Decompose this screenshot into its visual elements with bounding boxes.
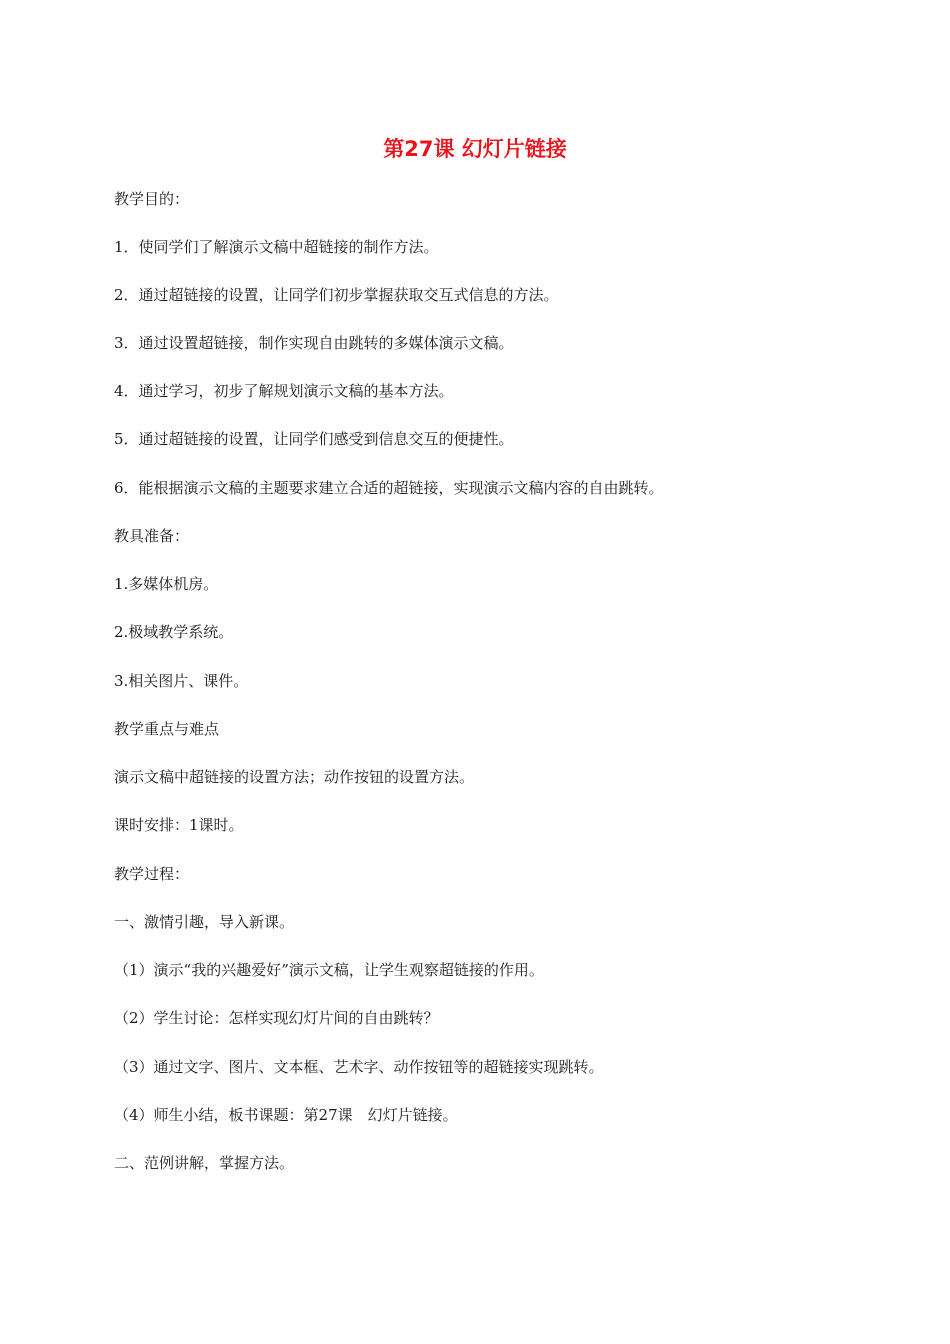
section-heading-process: 教学过程： xyxy=(114,865,190,883)
schedule-text: 课时安排：1课时。 xyxy=(114,816,244,834)
objective-item-2: 2．通过超链接的设置，让同学们初步掌握获取交互式信息的方法。 xyxy=(114,286,559,304)
process-substep-3: （3）通过文字、图片、文本框、艺术字、动作按钮等的超链接实现跳转。 xyxy=(114,1058,604,1076)
process-step-1: 一、激情引趣，导入新课。 xyxy=(114,913,295,931)
process-substep-2: （2）学生讨论：怎样实现幻灯片间的自由跳转？ xyxy=(114,1009,439,1027)
equipment-item-2: 2.极域教学系统。 xyxy=(114,623,234,641)
section-heading-key-points: 教学重点与难点 xyxy=(114,720,220,738)
process-step-2: 二、范例讲解，掌握方法。 xyxy=(114,1154,295,1172)
lesson-title: 第27课 幻灯片链接 xyxy=(383,137,567,161)
process-substep-4: （4）师生小结，板书课题：第27课 幻灯片链接。 xyxy=(114,1106,458,1124)
section-heading-equipment: 教具准备： xyxy=(114,527,190,545)
equipment-item-1: 1.多媒体机房。 xyxy=(114,575,219,593)
objective-item-1: 1．使同学们了解演示文稿中超链接的制作方法。 xyxy=(114,238,439,256)
objective-item-6: 6．能根据演示文稿的主题要求建立合适的超链接，实现演示文稿内容的自由跳转。 xyxy=(114,479,664,497)
section-heading-objectives: 教学目的： xyxy=(114,190,190,208)
objective-item-5: 5．通过超链接的设置，让同学们感受到信息交互的便捷性。 xyxy=(114,430,514,448)
objective-item-4: 4．通过学习，初步了解规划演示文稿的基本方法。 xyxy=(114,382,454,400)
key-points-text: 演示文稿中超链接的设置方法；动作按钮的设置方法。 xyxy=(114,768,475,786)
equipment-item-3: 3.相关图片、课件。 xyxy=(114,672,249,690)
objective-item-3: 3．通过设置超链接，制作实现自由跳转的多媒体演示文稿。 xyxy=(114,334,514,352)
process-substep-1: （1）演示“我的兴趣爱好”演示文稿，让学生观察超链接的作用。 xyxy=(114,961,544,979)
